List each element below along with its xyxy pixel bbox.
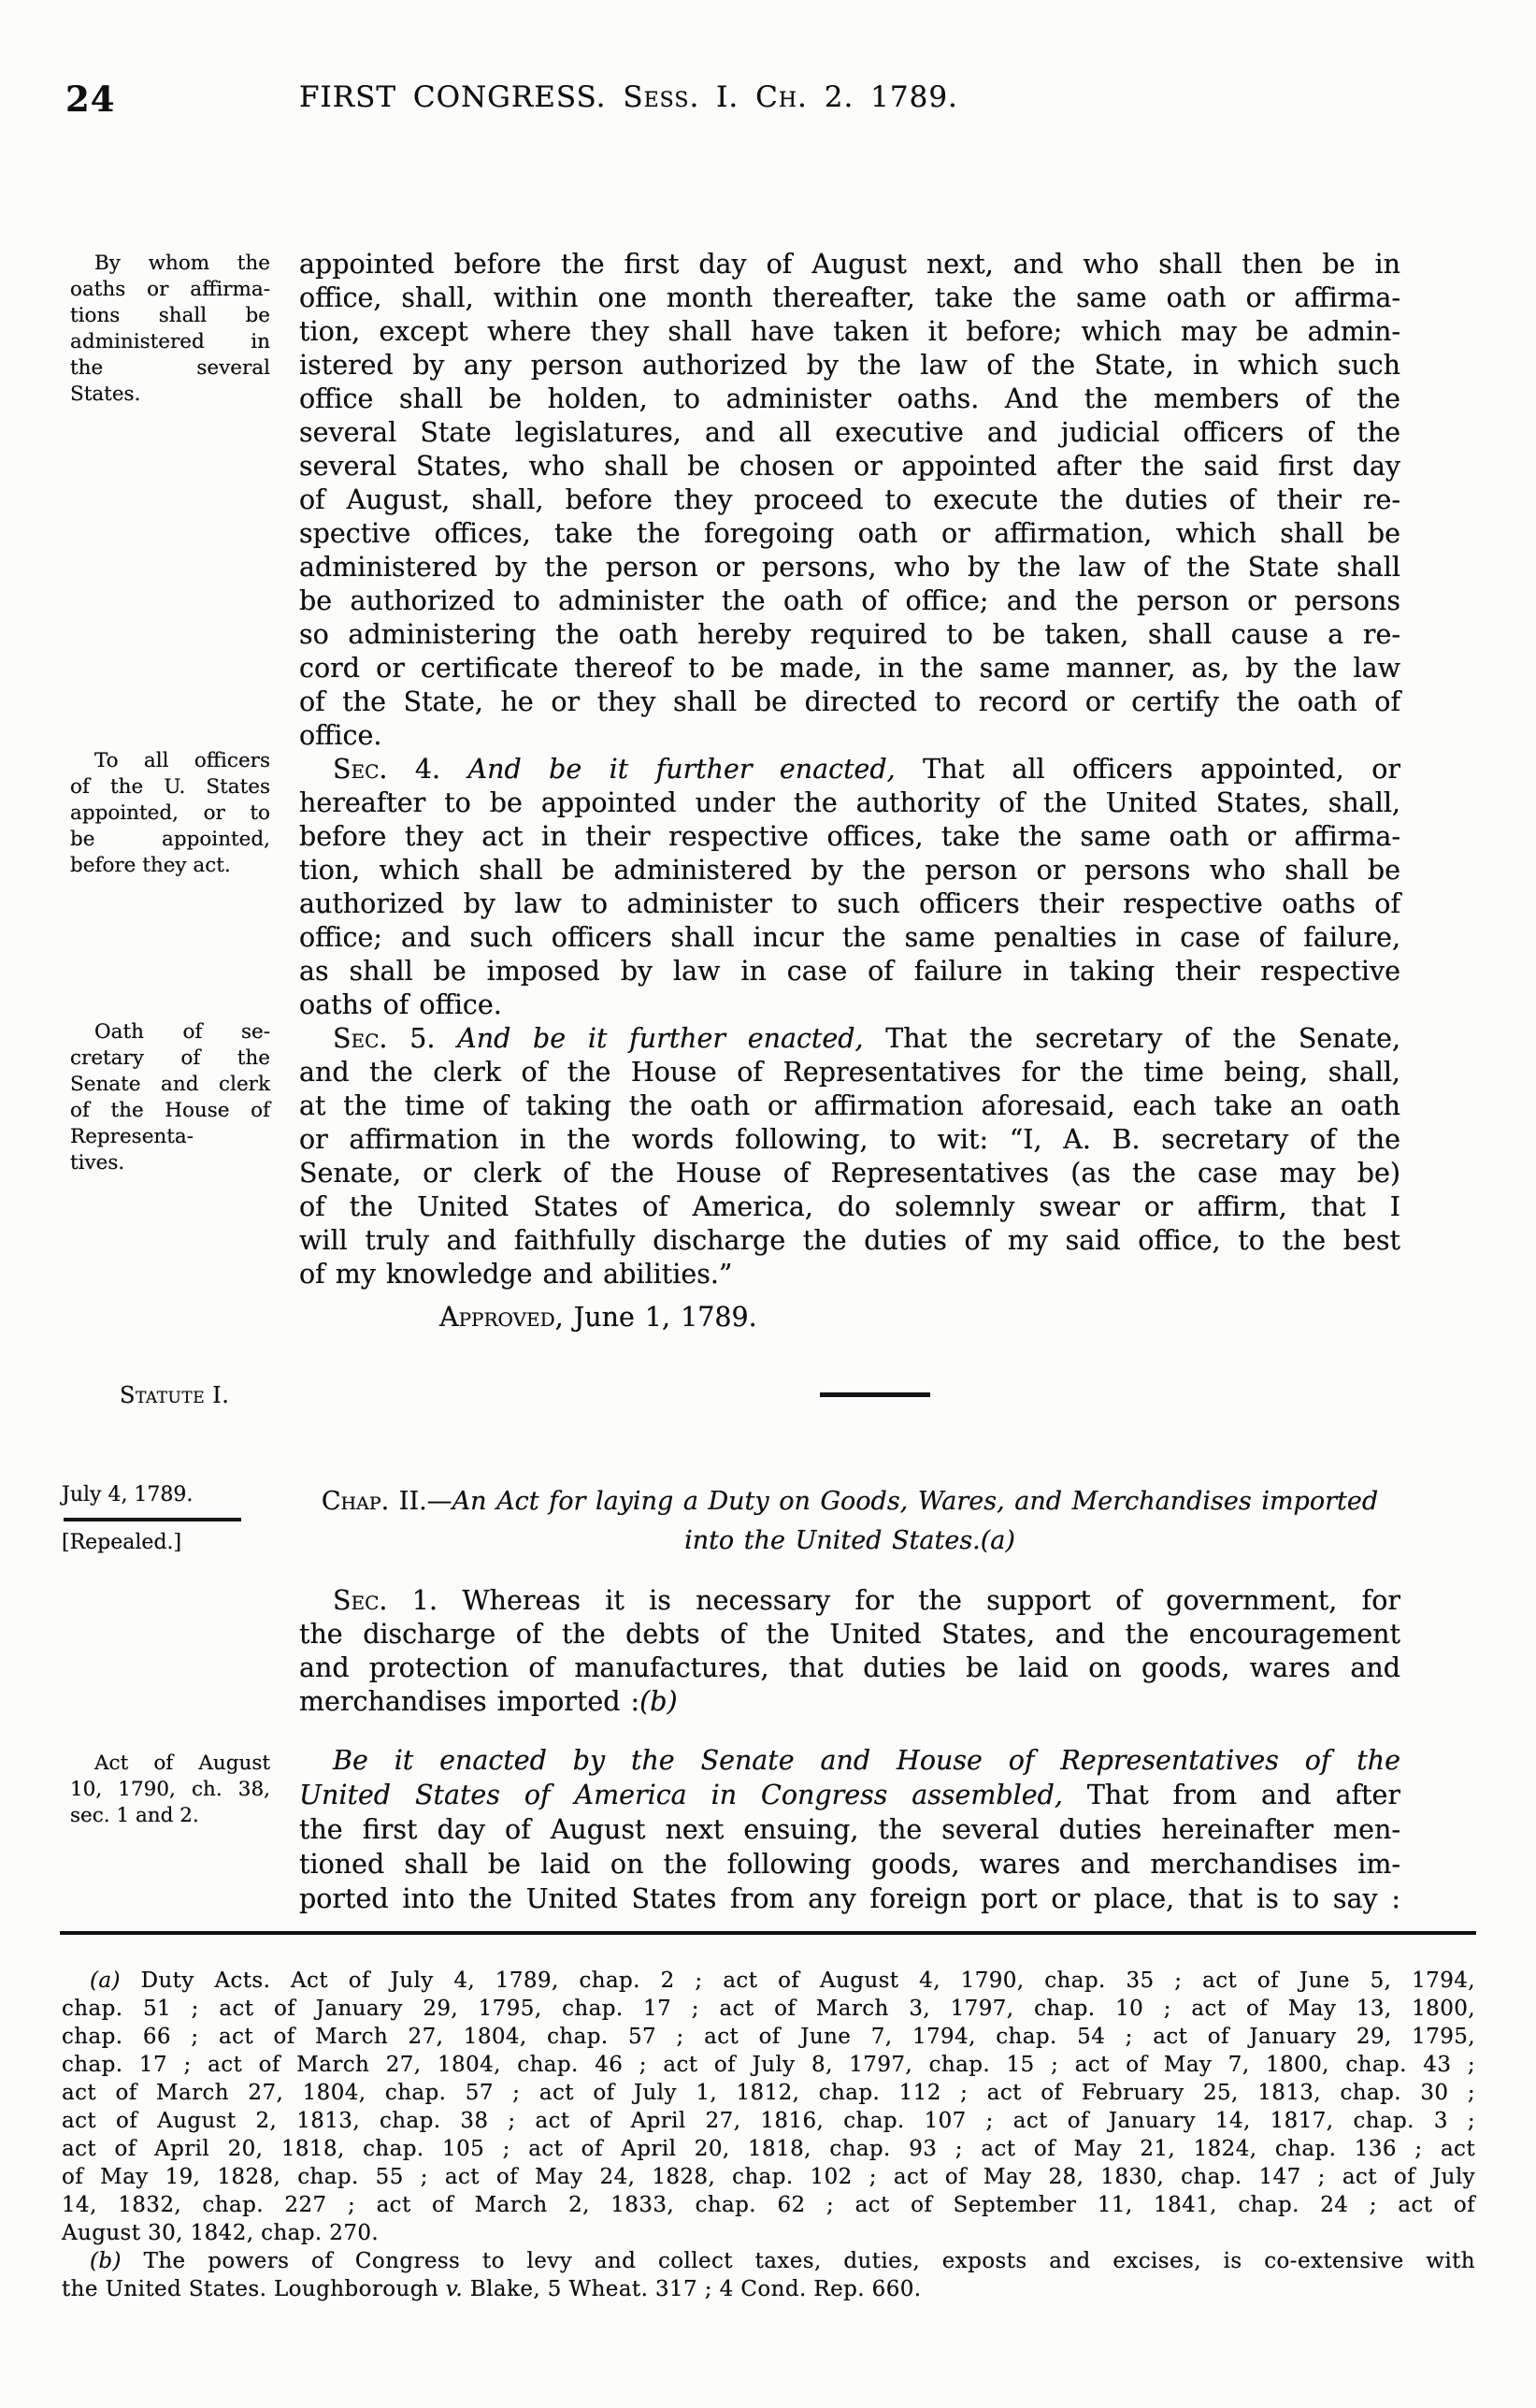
text-line: [299, 416, 1400, 450]
text-run: oaths or affirma-: [70, 278, 270, 301]
text-line: [62, 2135, 1475, 2163]
text-line: [299, 281, 1400, 315]
text-line: [299, 1056, 1400, 1089]
text-line: [299, 382, 1400, 416]
text-line: [70, 1777, 270, 1803]
text-line: [299, 248, 1400, 281]
approved-line: [299, 1301, 1400, 1334]
text-run: the discharge of the debts of the United States, and the encouragement: [299, 1619, 1400, 1650]
text-run: FIRST CONGRESS.: [299, 80, 624, 114]
text-run: of the United States of America, do solemnly swear or affirm, that I: [299, 1191, 1400, 1222]
text-run: of May 19, 1828, chap. 55 ; act of May 24, 1828, chap. 102 ; act of May 28, 1830, chap. 147 ; act of July: [62, 2165, 1475, 2189]
text-run: before they act in their respective offices, take the same oath or affirma-: [299, 821, 1400, 852]
text-run: be appointed,: [70, 828, 270, 851]
text-line: [299, 1584, 1400, 1618]
text-run: before they act.: [70, 854, 231, 877]
text-run: will truly and faithfully discharge the duties of my said office, to the best: [299, 1225, 1400, 1256]
italic-text: And be it further enacted,: [467, 754, 896, 785]
text-line: [299, 887, 1400, 921]
text-line: [70, 1098, 270, 1124]
text-line: [299, 349, 1400, 382]
section-divider-rule: [820, 1392, 930, 1397]
margin-note-act-date: [62, 1482, 271, 1556]
text-line: [299, 1224, 1400, 1258]
text-run: That from and after: [1062, 1780, 1400, 1810]
italic-text: (b): [639, 1686, 678, 1717]
text-run: [Repealed.]: [62, 1531, 182, 1554]
text-run: of August, shall, before they proceed to execute the duties of their re-: [299, 484, 1400, 515]
statute-1-text: [120, 1382, 229, 1408]
text-line: [299, 1743, 1400, 1778]
small-caps-text: Sec. 4.: [333, 754, 468, 785]
text-line: [299, 1482, 1400, 1521]
text-run: Oath of se-: [94, 1020, 270, 1044]
text-line: [70, 774, 270, 800]
text-line: [70, 303, 270, 329]
margin-rule: [64, 1518, 241, 1521]
small-caps-text: Statute I.: [120, 1382, 230, 1408]
text-run: chap. 17 ; act of March 27, 1804, chap. 46 ; act of July 8, 1797, chap. 15 ; act of May 7, 1800, chap. 43 ;: [62, 2053, 1475, 2077]
text-run: the first day of August next ensuing, the several duties hereinafter men-: [299, 1814, 1400, 1845]
text-line: [62, 2023, 1475, 2051]
text-line: [70, 853, 270, 879]
text-line: [62, 2247, 1475, 2275]
text-run: office, shall, within one month thereafter, take the same oath or affirma-: [299, 282, 1400, 313]
text-line: [70, 1045, 270, 1072]
text-run: and protection of manufactures, that duties be laid on goods, wares and: [299, 1652, 1400, 1683]
text-line: [299, 955, 1400, 988]
text-line: [299, 786, 1400, 820]
text-run: appointed, or to: [70, 801, 270, 825]
text-line: [299, 854, 1400, 887]
text-line: [62, 2107, 1475, 2135]
text-line: [299, 1258, 1400, 1291]
text-run: Senate and clerk: [70, 1073, 270, 1096]
text-run: of the House of: [70, 1099, 270, 1122]
oath-act-section-4: [299, 753, 1400, 1022]
italic-text: And be it further enacted,: [457, 1023, 864, 1054]
text-run: cord or certificate thereof to be made, in the same manner, as, by the law: [299, 653, 1400, 684]
text-line: [70, 1072, 270, 1098]
text-line: [299, 1190, 1400, 1224]
text-line: [62, 1995, 1475, 2023]
oath-act-section-5: [299, 1022, 1400, 1291]
text-run: That the secretary of the Senate,: [863, 1023, 1401, 1054]
text-run: and the clerk of the House of Representatives for the time being, shall,: [299, 1057, 1400, 1088]
margin-note-oath-secretary: [70, 1019, 270, 1176]
text-run: June 1, 1789.: [563, 1302, 757, 1333]
text-run: as shall be imposed by law in case of failure in taking their respective: [299, 956, 1400, 987]
text-run: cretary of the: [70, 1046, 270, 1070]
text-line: [299, 1651, 1400, 1685]
text-line: [299, 988, 1400, 1022]
footnotes-block: [62, 1967, 1475, 2303]
text-run: act of August 2, 1813, chap. 38 ; act of April 27, 1816, chap. 107 ; act of January 14, 1817, chap. 3 ;: [62, 2109, 1475, 2133]
small-caps-text: Sess. I. Ch. 2.: [623, 80, 854, 114]
act-date: [62, 1482, 271, 1508]
chapter-2-heading: [299, 1482, 1400, 1561]
text-line: [70, 827, 270, 853]
margin-note-oaths-administered: [70, 251, 270, 408]
text-line: [299, 1685, 1400, 1719]
text-run: administered in: [70, 330, 270, 353]
text-line: [299, 1123, 1400, 1157]
small-caps-text: Sec. 1.: [333, 1585, 463, 1616]
text-line: [299, 1022, 1400, 1056]
text-run: so administering the oath hereby required to be taken, shall cause a re-: [299, 619, 1400, 650]
text-run: August 30, 1842, chap. 270.: [62, 2221, 380, 2245]
text-line: [299, 753, 1400, 786]
text-line: [299, 820, 1400, 854]
text-line: [70, 1150, 270, 1176]
text-run: several State legislatures, and all executive and judicial officers of the: [299, 417, 1400, 448]
footnote-separator-rule: [60, 1931, 1476, 1935]
text-run: act of April 20, 1818, chap. 105 ; act of April 20, 1818, chap. 93 ; act of May 21, 1824, chap. 136 ; act: [62, 2137, 1475, 2161]
duty-act-section-1: [299, 1584, 1400, 1719]
text-run: of the State, he or they shall be directed to record or certify the oath of: [299, 686, 1400, 717]
text-line: [70, 1803, 270, 1829]
small-caps-text: Chap. II.—: [321, 1487, 452, 1516]
italic-text: (a): [90, 1968, 121, 1993]
text-run: office.: [299, 720, 382, 751]
text-run: Blake, 5 Wheat. 317 ; 4 Cond. Rep. 660.: [463, 2277, 922, 2301]
text-run: 1789.: [854, 80, 958, 114]
text-run: merchandises imported :: [299, 1686, 640, 1717]
text-line: [62, 1967, 1475, 1995]
italic-text: into the United States.(a): [684, 1526, 1015, 1555]
italic-text: Be it enacted by the Senate and House of Representatives of the: [333, 1745, 1400, 1776]
text-run: be authorized to administer the oath of office; and the person or persons: [299, 585, 1400, 616]
text-run: office shall be holden, to administer oaths. And the members of the: [299, 383, 1400, 414]
italic-text: United States of America in Congress assembled,: [299, 1780, 1063, 1810]
text-run: tion, which shall be administered by the person or persons who shall be: [299, 855, 1400, 886]
text-line: [299, 921, 1400, 955]
text-run: tioned shall be laid on the following goods, wares and merchandises im-: [299, 1849, 1400, 1880]
text-line: [299, 685, 1400, 719]
text-run: Senate, or clerk of the House of Representatives (as the case may be): [299, 1158, 1400, 1189]
text-line: [299, 1618, 1400, 1651]
text-line: [299, 1089, 1400, 1123]
text-run: 14, 1832, chap. 227 ; act of March 2, 1833, chap. 62 ; act of September 11, 1841, chap. 24 ; act of: [62, 2193, 1475, 2217]
small-caps-text: Approved,: [439, 1302, 564, 1333]
text-run: administered by the person or persons, who by the law of the State shall: [299, 552, 1400, 583]
text-run: ported into the United States from any foreign port or place, that is to say :: [299, 1883, 1400, 1914]
text-run: office; and such officers shall incur the same penalties in case of failure,: [299, 922, 1400, 953]
text-line: [70, 800, 270, 827]
oath-act-continuation-paragraph: [299, 248, 1400, 753]
text-run: spective offices, take the foregoing oath or affirmation, which shall be: [299, 518, 1400, 549]
text-line: [299, 618, 1400, 652]
text-run: at the time of taking the oath or affirmation aforesaid, each take an oath: [299, 1090, 1400, 1121]
text-line: [62, 2219, 1475, 2247]
main-text-column: [299, 248, 1400, 1916]
text-line: [62, 2163, 1475, 2191]
text-run: The powers of Congress to levy and collect taxes, duties, exposts and excises, is co-extensive with: [121, 2249, 1475, 2273]
text-line: [299, 1157, 1400, 1190]
page-number: 24: [65, 79, 116, 120]
margin-note-act-reference: [70, 1751, 270, 1829]
text-run: several States, who shall be chosen or appointed after the said first day: [299, 451, 1400, 482]
text-run: tions shall be: [70, 304, 270, 327]
text-run: Act of August: [94, 1752, 270, 1775]
repealed-note: [62, 1530, 271, 1556]
text-line: [299, 551, 1400, 584]
italic-text: (b): [90, 2249, 122, 2273]
text-run: States.: [70, 382, 141, 406]
text-run: authorized by law to administer to such officers their respective oaths of: [299, 888, 1400, 919]
text-line: [70, 1019, 270, 1045]
text-run: sec. 1 and 2.: [70, 1804, 199, 1827]
text-line: [299, 315, 1400, 349]
text-run: That all officers appointed, or: [895, 754, 1400, 785]
text-run: July 4, 1789.: [62, 1483, 194, 1507]
text-run: tion, except where they shall have taken it before; which may be admin-: [299, 316, 1400, 347]
running-header: [299, 80, 1400, 114]
text-line: [70, 1751, 270, 1777]
text-line: [70, 355, 270, 382]
text-line: [299, 1812, 1400, 1847]
duty-act-enacting-clause: [299, 1743, 1400, 1916]
text-line: [62, 2051, 1475, 2079]
text-line: [70, 329, 270, 355]
text-line: [299, 1521, 1400, 1561]
text-run: chap. 51 ; act of January 29, 1795, chap. 17 ; act of March 3, 1797, chap. 10 ; act of May 13, 1800,: [62, 1997, 1475, 2021]
text-run: istered by any person authorized by the law of the State, in which such: [299, 350, 1400, 381]
text-run: tives.: [70, 1151, 125, 1175]
text-line: [62, 2275, 1475, 2303]
text-run: To all officers: [94, 749, 270, 772]
text-line: [70, 748, 270, 774]
text-line: [70, 1124, 270, 1150]
text-run: or affirmation in the words following, to wit: “I, A. B. secretary of the: [299, 1124, 1400, 1155]
text-line: [299, 584, 1400, 618]
text-run: 10, 1790, ch. 38,: [70, 1778, 270, 1801]
text-line: [299, 483, 1400, 517]
text-run: Representa-: [70, 1125, 194, 1148]
small-caps-text: Sec. 5.: [333, 1023, 458, 1054]
text-line: [70, 251, 270, 277]
text-run: chap. 66 ; act of March 27, 1804, chap. 57 ; act of June 7, 1794, chap. 54 ; act of January 29, 1795,: [62, 2025, 1475, 2049]
text-line: [299, 652, 1400, 685]
text-line: [299, 719, 1400, 753]
italic-text: An Act for laying a Duty on Goods, Wares, and Merchandises imported: [452, 1487, 1379, 1516]
text-line: [299, 517, 1400, 551]
margin-note-all-officers: [70, 748, 270, 879]
text-line: [299, 1778, 1400, 1812]
italic-text: v.: [445, 2277, 464, 2301]
text-run: Whereas it is necessary for the support of government, for: [462, 1585, 1401, 1616]
text-line: [299, 1882, 1400, 1916]
text-run: of my knowledge and abilities.”: [299, 1259, 733, 1290]
text-line: [299, 450, 1400, 483]
statute-1-label: [120, 1382, 229, 1408]
text-run: hereafter to be appointed under the authority of the United States, shall,: [299, 787, 1400, 818]
text-line: [62, 2191, 1475, 2219]
text-line: [70, 277, 270, 303]
text-run: the several: [70, 356, 270, 380]
text-run: Duty Acts. Act of July 4, 1789, chap. 2 ; act of August 4, 1790, chap. 35 ; act of June 5, 1794,: [120, 1968, 1475, 1993]
text-run: the United States. Loughborough: [62, 2277, 446, 2301]
text-line: [70, 382, 270, 408]
text-run: appointed before the first day of August next, and who shall then be in: [299, 249, 1400, 280]
text-run: oaths of office.: [299, 989, 502, 1020]
text-line: [62, 2079, 1475, 2107]
text-run: of the U. States: [70, 775, 270, 799]
text-run: act of March 27, 1804, chap. 57 ; act of July 1, 1812, chap. 112 ; act of February 25, 1813, chap. 30 ;: [62, 2081, 1475, 2105]
text-run: By whom the: [94, 252, 270, 275]
text-line: [299, 1847, 1400, 1882]
